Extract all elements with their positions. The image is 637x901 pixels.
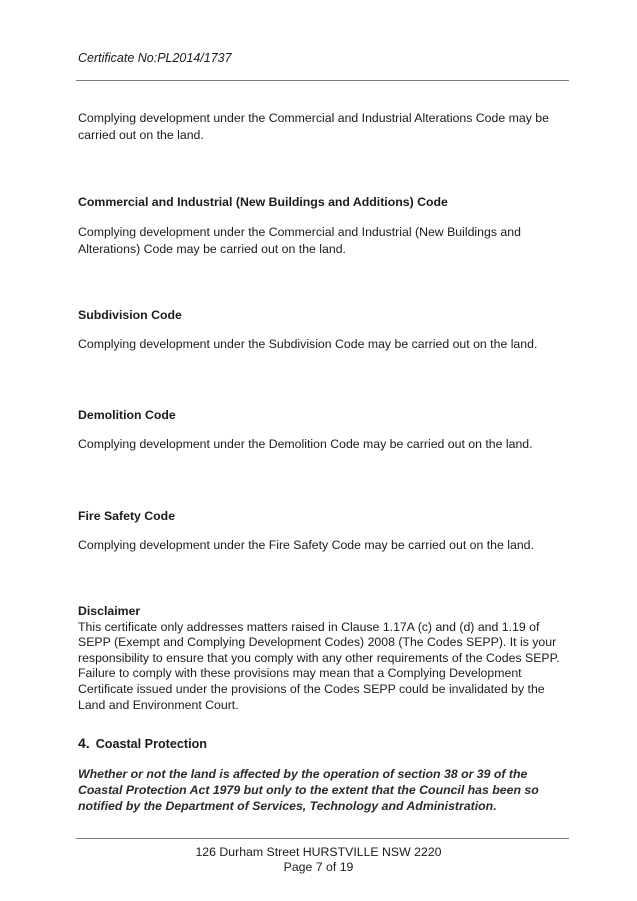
disclaimer-section: [78, 604, 568, 713]
demolition-text: Complying development under the Demolition Code may be carried out on the land.: [78, 437, 533, 451]
footer-address: 126 Durham Street HURSTVILLE NSW 2220: [195, 845, 442, 859]
ci-new-buildings-heading: Commercial and Industrial (New Buildings and Additions) Code: [78, 195, 448, 209]
coastal-protection-text: Whether or not the land is affected by the operation of section 38 or 39 of the Coastal Protection Act 1979 but only to the extent that the Council has been so notified by the Department of Services, Technology and Administration.: [78, 767, 539, 814]
fire-safety-heading: Fire Safety Code: [78, 509, 176, 523]
subdivision-text: Complying development under the Subdivision Code may be carried out on the land.: [78, 337, 538, 351]
disclaimer-title: Disclaimer: [78, 604, 141, 618]
page-number: Page 7 of 19: [283, 860, 354, 874]
coastal-protection-heading: [78, 735, 207, 751]
fire-safety-text: Complying development under the Fire Safety Code may be carried out on the land.: [78, 538, 534, 552]
certificate-number: Certificate No:PL2014/1737: [78, 51, 232, 65]
ci-new-buildings-text: Complying development under the Commercial and Industrial (New Buildings and Alterations) Code may be carried out on the land.: [78, 225, 521, 256]
footer-divider: [76, 838, 569, 839]
section-title: Coastal Protection: [95, 737, 207, 751]
disclaimer-text: This certificate only addresses matters raised in Clause 1.17A (c) and (d) and 1.19 of SEPP (Exempt and Complying Development Codes) 2008 (The Codes SEPP). It is your responsibility to ensure that you comply with any other requirements of the Codes SEPP. Failure to comply with these provisions may mean that a Complying Development Certificate issued under the provisions of the Codes SEPP could be invalidated by the Land and Environment Court.: [78, 619, 560, 712]
ci-alterations-text: Complying development under the Commercial and Industrial Alterations Code may be carried out on the land.: [78, 111, 549, 142]
demolition-heading: Demolition Code: [78, 408, 176, 422]
subdivision-heading: Subdivision Code: [78, 308, 182, 322]
header-divider: [76, 80, 569, 81]
section-number: 4.: [78, 735, 90, 751]
